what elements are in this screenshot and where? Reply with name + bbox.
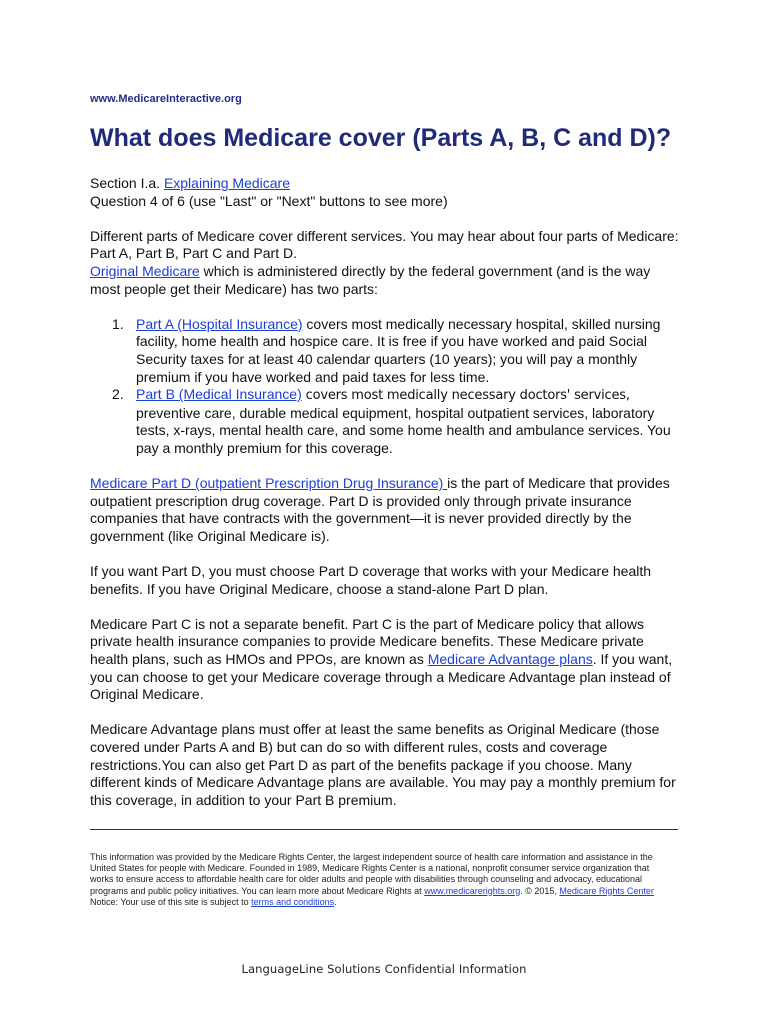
- part-a-link[interactable]: Part A (Hospital Insurance): [136, 315, 303, 332]
- explaining-medicare-link[interactable]: Explaining Medicare: [163, 175, 291, 191]
- notice-line: [90, 897, 670, 908]
- footnote-divider: [90, 829, 678, 830]
- copyright-text: . © 2015,: [520, 885, 560, 896]
- part-b-link[interactable]: Part B (Medical Insurance): [136, 386, 302, 403]
- confidential-footer: LanguageLine Solutions Confidential Information: [241, 962, 527, 976]
- advantage-paragraph: Medicare Advantage plans must offer at least the same benefits as Original Medicare (those covered under Parts A and B) but can do so with different rules, costs and coverage restrictions.You can also get Part D as part of the benefits package if you choose. Many different kinds of Medicare Advantage plans are available. You may pay a monthly premium for this coverage, in addition to your Part B premium.: [90, 721, 676, 808]
- footnote-text: This information was provided by the Medicare Rights Center, the largest independent source of health care information and assistance in the United States for people with Medicare. Founded in 1989, Medicare Rights Center is a national, nonprofit consumer service organization that works to ensure access to affordable health care for older adults and people with disabilities through counseling and advocacy, educational programs and public policy initiatives. You can learn more about Medicare Rights at: [90, 852, 653, 896]
- part-d-link[interactable]: Medicare Part D (outpatient Prescription Drug Insurance): [90, 475, 448, 492]
- footnote-body: [90, 852, 670, 897]
- section-prefix: Section I.a.: [90, 175, 164, 191]
- parts-list: [90, 316, 682, 458]
- part-d-paragraph: [90, 475, 682, 545]
- notice-text: Notice: Your use of this site is subject to: [90, 896, 252, 907]
- original-medicare-text: which is administered directly by the federal government (and is the way most people get their Medicare) has two parts:: [90, 262, 651, 297]
- list-number: 2.: [112, 386, 124, 403]
- terms-link[interactable]: terms and conditions: [251, 896, 335, 907]
- intro-text: Different parts of Medicare cover different services. You may hear about four parts of Medicare: Part A, Part B, Part C and Part D.: [90, 227, 679, 262]
- part-a-text: covers most medically necessary hospital, skilled nursing facility, home health and hospice care. It is free if you have worked and paid Social Security taxes for at least 40 calendar quarters (10 years); you will pay a monthly premium if you have worked and paid taxes for less time.: [136, 315, 661, 385]
- notice-period: .: [334, 896, 337, 907]
- part-c-paragraph: [90, 616, 682, 704]
- part-b-text-a: covers most medically necessary doctors' services,: [301, 388, 630, 404]
- medicarerights-site-link[interactable]: www.medicarerights.org: [424, 885, 521, 896]
- part-d-text: is the part of Medicare that provides outpatient prescription drug coverage. Part D is provided only through private insurance companies that have contracts with the government—it is never provided directly by the government (like Original Medicare is).: [90, 475, 670, 544]
- original-medicare-paragraph: [90, 263, 682, 298]
- list-item: [90, 316, 682, 386]
- part-d-choice-paragraph: If you want Part D, you must choose Part D coverage that works with your Medicare health benefits. If you have Original Medicare, choose a stand-alone Part D plan.: [90, 563, 652, 597]
- section-line: [90, 175, 682, 193]
- main-content: [90, 175, 682, 809]
- part-c-text-after: . If you want, you can choose to get your Medicare coverage through a Medicare Advantage plan instead of Original Medicare.: [90, 651, 673, 703]
- page-title: What does Medicare cover (Parts A, B, C and D)?: [90, 124, 672, 152]
- original-medicare-link[interactable]: Original Medicare: [90, 262, 200, 279]
- site-url: www.MedicareInteractive.org: [90, 93, 242, 105]
- question-progress: Question 4 of 6 (use "Last" or "Next" buttons to see more): [90, 192, 448, 209]
- part-b-text-b: preventive care, durable medical equipment, hospital outpatient services, laboratory tests, x-rays, mental health care, and some home health and ambulance services. You pay a monthly premium for this coverage.: [136, 404, 671, 456]
- medicare-rights-center-link[interactable]: Medicare Rights Center: [559, 885, 654, 896]
- medicare-advantage-link[interactable]: Medicare Advantage plans: [427, 651, 593, 668]
- list-item: [90, 386, 682, 457]
- list-number: 1.: [112, 315, 124, 332]
- part-c-text-before: Medicare Part C is not a separate benefit. Part C is the part of Medicare policy that allows private health insurance companies to provide Medicare benefits. These Medicare private health plans, such as HMOs and PPOs, are known as: [90, 615, 645, 668]
- footnote: [90, 852, 670, 908]
